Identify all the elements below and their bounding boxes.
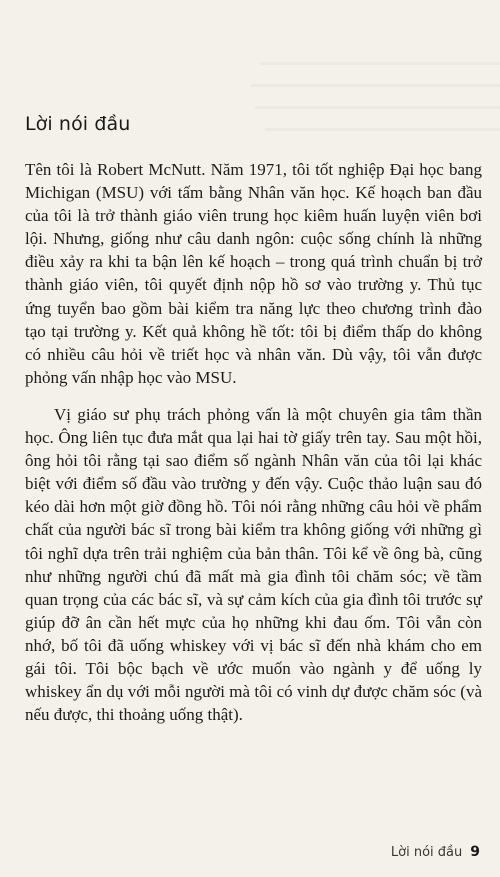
page-footer xyxy=(391,844,480,860)
bleed-through-line xyxy=(250,84,500,87)
section-heading: Lời nói đầu xyxy=(25,113,131,135)
paragraph-2: Vị giáo sư phụ trách phỏng vấn là một chuyên gia tâm thần học. Ông liên tục đưa mắt qua lại hai tờ giấy trên tay. Sau một hồi, ông hỏi tôi rằng tại sao điểm số ngành Nhân văn của tôi lại khác biệt với điểm số đầu vào trường y đến vậy. Cuộc thảo luận sau đó kéo dài hơn một giờ đồng hồ. Tôi nói rằng những câu hỏi về phẩm chất của người bác sĩ trong bài kiểm tra không giống với những gì tôi nghĩ dựa trên trải nghiệm của bản thân. Tôi kể về ông bà, cũng như những người chú đã mất mà gia đình tôi chăm sóc; về tầm quan trọng của các bác sĩ, và sự cảm kích của gia đình tôi trước sự giúp đỡ ân cần hết mực của họ những khi đau ốm. Tôi vẫn còn nhớ, bố tôi đã uống whiskey với vị bác sĩ đến nhà khám cho em gái tôi. Tôi bộc bạch về ước muốn vào ngành y để uống ly whiskey ẩn dụ với mỗi người mà tôi có vinh dự được chăm sóc (và nếu được, thi thoảng uống thật). xyxy=(25,405,482,725)
bleed-through-line xyxy=(260,62,500,65)
bleed-through-line xyxy=(255,106,500,109)
paragraph-1: Tên tôi là Robert McNutt. Năm 1971, tôi tốt nghiệp Đại học bang Michigan (MSU) với tấm bằng Nhân văn học. Kế hoạch ban đầu của tôi là trở thành giáo viên trung học kiêm huấn luyện viên bơi lội. Nhưng, giống như câu danh ngôn: cuộc sống chính là những điều xảy ra khi ta bận lên kế hoạch – trong quá trình chuẩn bị trở thành giáo viên, tôi quyết định nộp hồ sơ vào trường y. Thủ tục ứng tuyển bao gồm bài kiểm tra năng lực theo chương trình đào tạo tại trường y. Kết quả không hề tốt: tôi bị điểm thấp do không có nhiều câu hỏi về triết học và nhân văn. Dù vậy, tôi vẫn được phỏng vấn nhập học vào MSU. xyxy=(25,160,482,387)
bleed-through-line xyxy=(265,128,500,131)
running-title: Lời nói đầu xyxy=(390,845,463,860)
page-number: 9 xyxy=(470,844,480,860)
